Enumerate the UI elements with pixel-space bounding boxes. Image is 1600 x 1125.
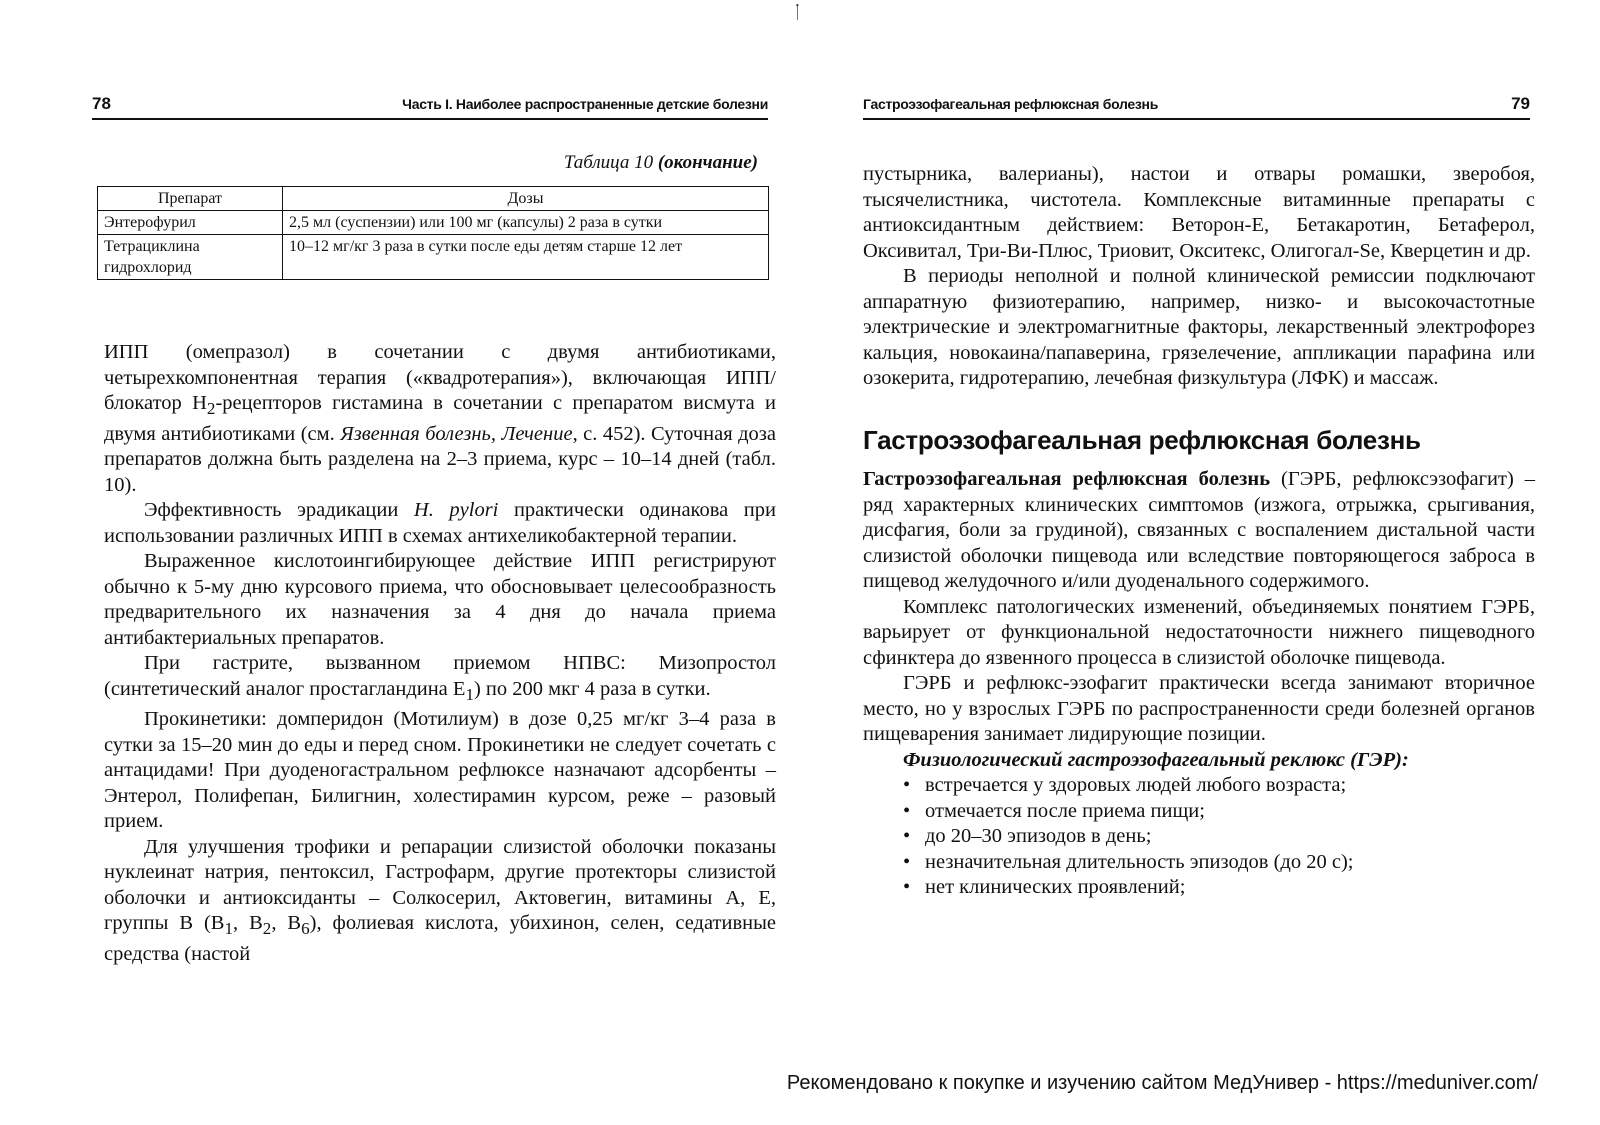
list-item: • до 20–30 эпизодов в день;	[903, 824, 1535, 850]
paragraph: Выраженное кислотоингибирующее действие ИПП регистрируют обычно к 5-му дню курсового приема, что обосновывает целесообразность предварительного их назначения за 4 дня до начала приема антибактериальных препаратов.	[104, 550, 776, 649]
right-body-text	[863, 162, 1535, 901]
scan-mark: ᛙ	[792, 2, 803, 22]
paragraph: Комплекс патологических изменений, объединяемых понятием ГЭРБ, варьирует от функциональной недостаточности нижнего пищеводного сфинктера до язвенного процесса в слизистой оболочке пищевода.	[863, 595, 1535, 669]
text-run: ) по 200 мкг 4 раза в сутки.	[473, 677, 711, 700]
text-run: , B	[271, 912, 302, 935]
dosage-table	[97, 186, 769, 280]
bullet-list	[863, 773, 1535, 901]
right-page	[800, 0, 1600, 1125]
running-title-left: Часть I. Наиболее распространенные детские болезни	[402, 96, 768, 112]
text-run: ИПП (омепразол) в сочетании с двумя антибиотиками, четырехкомпонентная терапия («квадротерапия»), включающая ИПП/блокатор H	[104, 341, 776, 414]
table-caption-suffix: (окончание)	[657, 152, 758, 173]
term-definition: Гастроэзофагеальная рефлюксная болезнь	[863, 468, 1271, 490]
list-subheading: Физиологический гастроэзофагеальный реклюкс (ГЭР):	[903, 748, 1409, 771]
paragraph: В периоды неполной и полной клинической ремиссии подключают аппаратную физиотерапию, например, низко- и высокочастотные электрические и электромагнитные факторы, лекарственный электрофорез кальция, новокаина/папаверина, грязелечение, аппликации парафина или озокерита, гидротерапию, лечебная физкультура (ЛФК) и массаж.	[863, 265, 1535, 389]
table-cell-dose: 10–12 мг/кг 3 раза в сутки после еды детям старше 12 лет	[283, 235, 769, 280]
subscript: 2	[206, 399, 216, 419]
subscript: 1	[465, 684, 474, 704]
subscript: 1	[224, 919, 233, 939]
subscript: 2	[262, 919, 272, 939]
table-header-cell: Препарат	[98, 187, 283, 211]
footer-recommendation: Рекомендовано к покупке и изучению сайтом МедУнивер - https://meduniver.com/	[786, 1072, 1538, 1094]
text-run: -рецепторов гистамина в сочетании с препаратом висмута и двумя антибиотиками (см.	[104, 392, 776, 445]
paragraph: пустырника, валерианы), настои и отвары ромашки, зверобоя, тысячелистника, чистотела. Комплексные витаминные препараты с антиоксидантным действием: Веторон-Е, Бетакаротин, Бетаферол, Оксивитал, Три-Ви-Плюс, Триовит, Окситекс, Олигогал-Se, Кверцетин и др.	[863, 163, 1535, 262]
text-run: , с. 452). Суточная доза препаратов должна быть разделена на 2–3 приема, курс – 10–14 дней (табл. 10).	[104, 422, 776, 496]
left-body-text	[104, 340, 776, 967]
table-cell-drug: Энтерофурил	[98, 211, 283, 235]
running-title-right: Гастроэзофагеальная рефлюксная болезнь	[863, 96, 1159, 112]
cross-reference: Язвенная болезнь, Лечение	[340, 422, 573, 445]
table-caption-label: Таблица 10	[563, 152, 654, 173]
table-cell-drug: Тетрациклина гидрохлорид	[98, 235, 283, 280]
table-caption	[564, 152, 758, 174]
paragraph	[104, 498, 776, 549]
paragraph	[104, 651, 776, 707]
text-run: При гастрите, вызванном приемом НПВС: Мизопростол (синтетический аналог простагландина E	[104, 652, 776, 700]
table-cell-dose: 2,5 мл (суспензии) или 100 мг (капсулы) 2 раза в сутки	[283, 211, 769, 235]
paragraph	[104, 835, 776, 968]
running-head-left	[92, 96, 768, 120]
paragraph	[104, 340, 776, 498]
running-head-right	[863, 96, 1530, 120]
table-row	[98, 211, 769, 235]
text-run: (ГЭРБ, рефлюксэзофагит) – ряд характерных клинических симптомов (изжога, отрыжка, срыгивания, дисфагия, боли за грудиной), связанных с воспалением дистальной части слизистой оболочки пищевода или вследствие повторяющегося заброса в пищевод желудочного и/или дуоденального содержимого.	[863, 468, 1535, 592]
page-number-left: 78	[92, 94, 111, 113]
text-run: ), фолиевая кислота, убихинон, селен, седативные средства (настой	[104, 912, 776, 965]
paragraph: ГЭРБ и рефлюкс-эзофагит практически всегда занимают вторичное место, но у взрослых ГЭРБ по распространенности среди болезней органов пищеварения занимает лидирующие позиции.	[863, 672, 1535, 745]
text-run: , B	[233, 912, 263, 935]
list-item: • нет клинических проявлений;	[903, 875, 1535, 901]
species-name: H. pylori	[413, 499, 499, 522]
paragraph: Прокинетики: домперидон (Мотилиум) в дозе 0,25 мг/кг 3–4 раза в сутки за 15–20 мин до еды и перед сном. Прокинетики не следует сочетать с антацидами! При дуоденогастральном рефлюксе назначают адсорбенты – Энтерол, Полифепан, Билигнин, холестирамин курсом, реже – разовый прием.	[104, 708, 776, 833]
text-run: практически одинакова при использовании различных ИПП в схемах антихеликобактерной терапии.	[104, 499, 776, 547]
page-number-right: 79	[1511, 94, 1530, 113]
text-run: Для улучшения трофики и репарации слизистой оболочки показаны нуклеинат натрия, пентоксил, Гастрофарм, другие протекторы слизистой оболочки и антиоксиданты – Солкосерил, Актовегин, витамины А, Е, группы В (B	[104, 835, 776, 935]
section-heading: Гастроэзофагеальная рефлюксная болезнь	[863, 424, 1421, 455]
text-run: Эффективность эрадикации	[144, 499, 414, 522]
list-item: • отмечается после приема пищи;	[903, 799, 1535, 825]
list-item: • незначительная длительность эпизодов (до 20 с);	[903, 850, 1535, 876]
table-header-cell: Дозы	[283, 187, 769, 211]
list-item: • встречается у здоровых людей любого возраста;	[903, 773, 1535, 799]
table-row	[98, 235, 769, 280]
paragraph	[863, 467, 1535, 595]
subscript: 6	[301, 919, 310, 939]
table-header-row	[98, 187, 769, 211]
